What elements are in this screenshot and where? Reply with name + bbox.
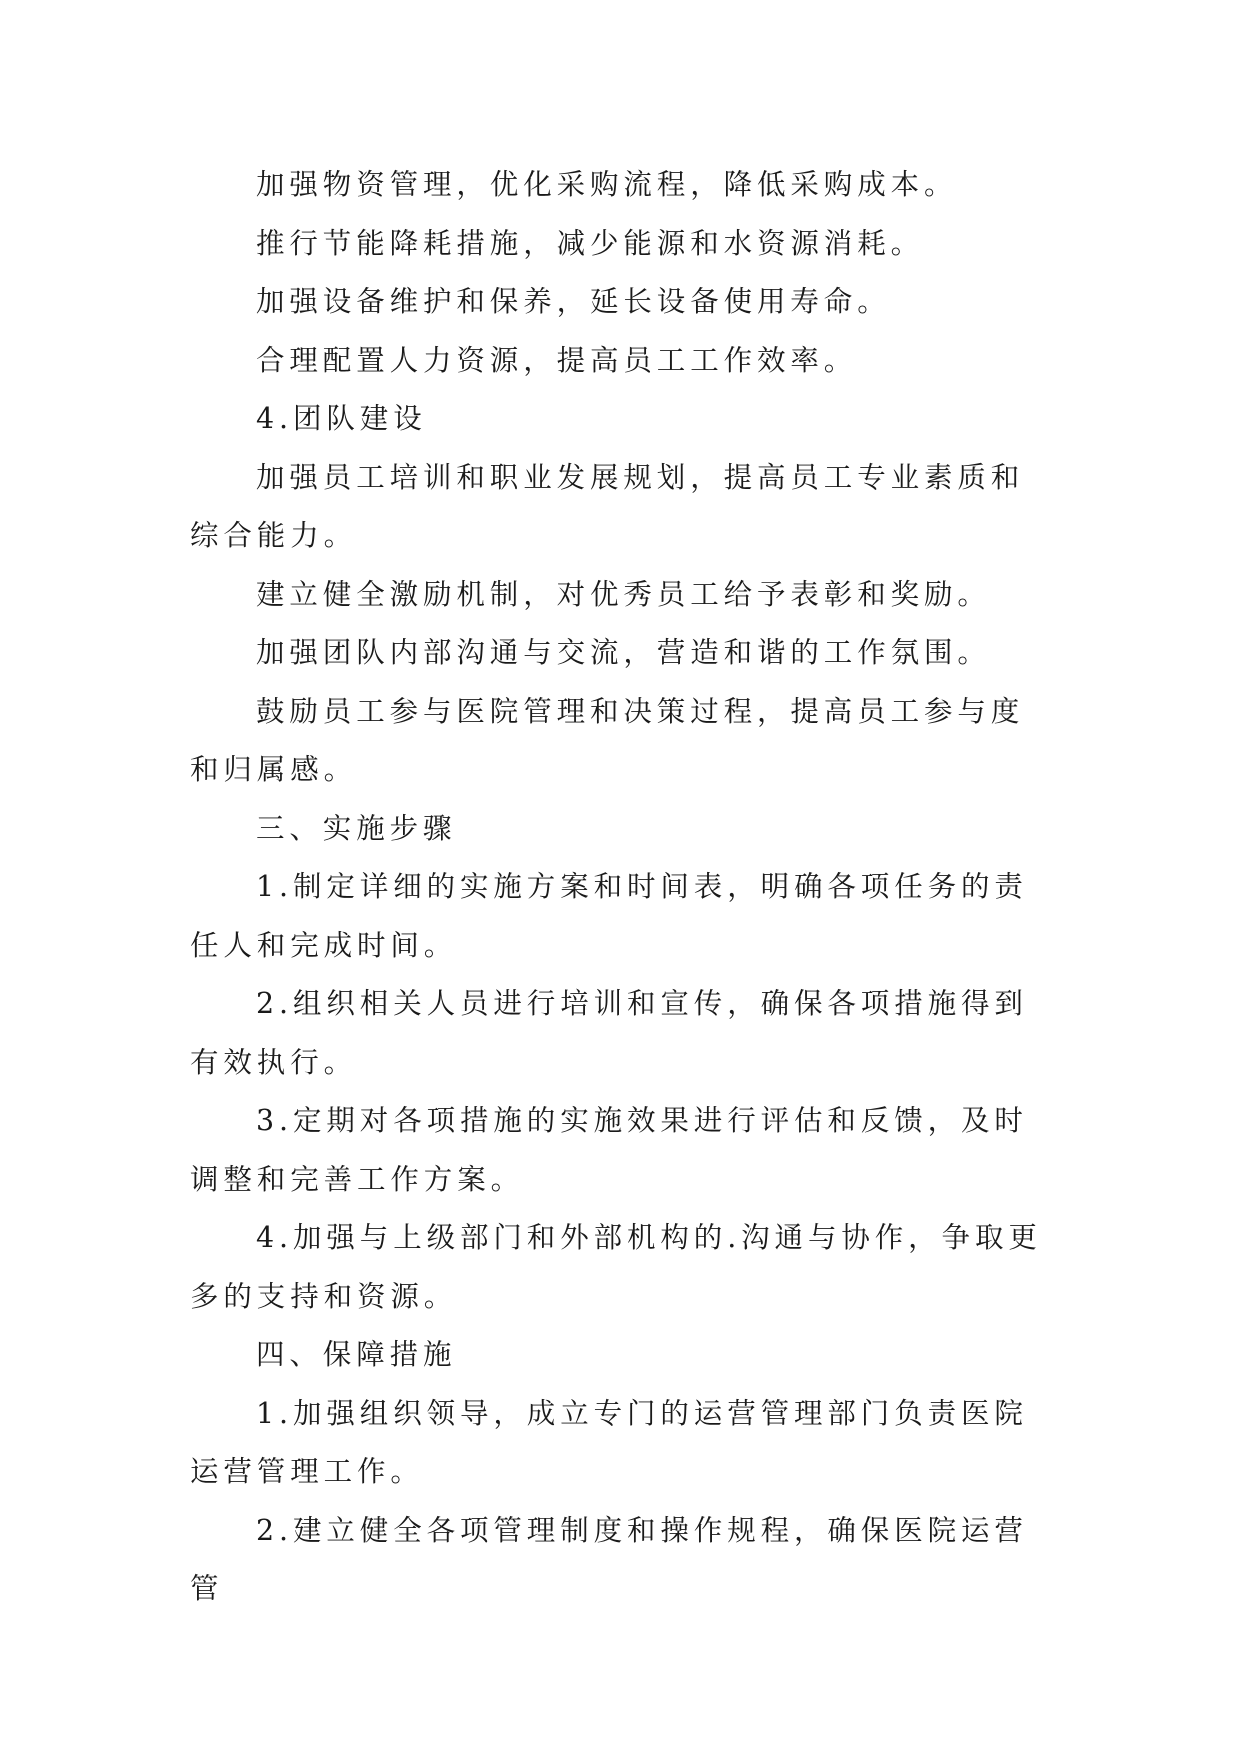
paragraph: 加强设备维护和保养，延长设备使用寿命。 <box>256 285 891 318</box>
list-item: 1.制定详细的实施方案和时间表，明确各项任务的责任人和完成时间。 <box>190 870 1028 962</box>
section-heading: 三、实施步骤 <box>256 811 457 845</box>
section-heading: 4.团队建设 <box>256 402 427 435</box>
paragraph: 建立健全激励机制，对优秀员工给予表彰和奖励。 <box>256 577 991 611</box>
paragraph: 加强员工培训和职业发展规划，提高员工专业素质和综合能力。 <box>190 460 1025 552</box>
list-item: 4.加强与上级部门和外部机构的.沟通与协作，争取更多的支持和资源。 <box>190 1221 1042 1313</box>
list-item: 3.定期对各项措施的实施效果进行评估和反馈，及时调整和完善工作方案。 <box>190 1104 1028 1196</box>
paragraph: 鼓励员工参与医院管理和决策过程，提高员工参与度和归属感。 <box>190 694 1025 786</box>
paragraph: 合理配置人力资源，提高员工工作效率。 <box>256 343 858 377</box>
paragraph: 推行节能降耗措施，减少能源和水资源消耗。 <box>256 226 925 260</box>
list-item: 2.组织相关人员进行培训和宣传，确保各项措施得到有效执行。 <box>190 987 1028 1079</box>
list-item: 2.建立健全各项管理制度和操作规程，确保医院运营管 <box>190 1513 1028 1605</box>
list-item: 1.加强组织领导，成立专门的运营管理部门负责医院运营管理工作。 <box>190 1396 1028 1488</box>
document-body <box>190 156 1052 1619</box>
section-heading: 四、保障措施 <box>256 1338 457 1371</box>
paragraph: 加强物资管理，优化采购流程，降低采购成本。 <box>256 168 958 201</box>
paragraph: 加强团队内部沟通与交流，营造和谐的工作氛围。 <box>256 636 991 669</box>
